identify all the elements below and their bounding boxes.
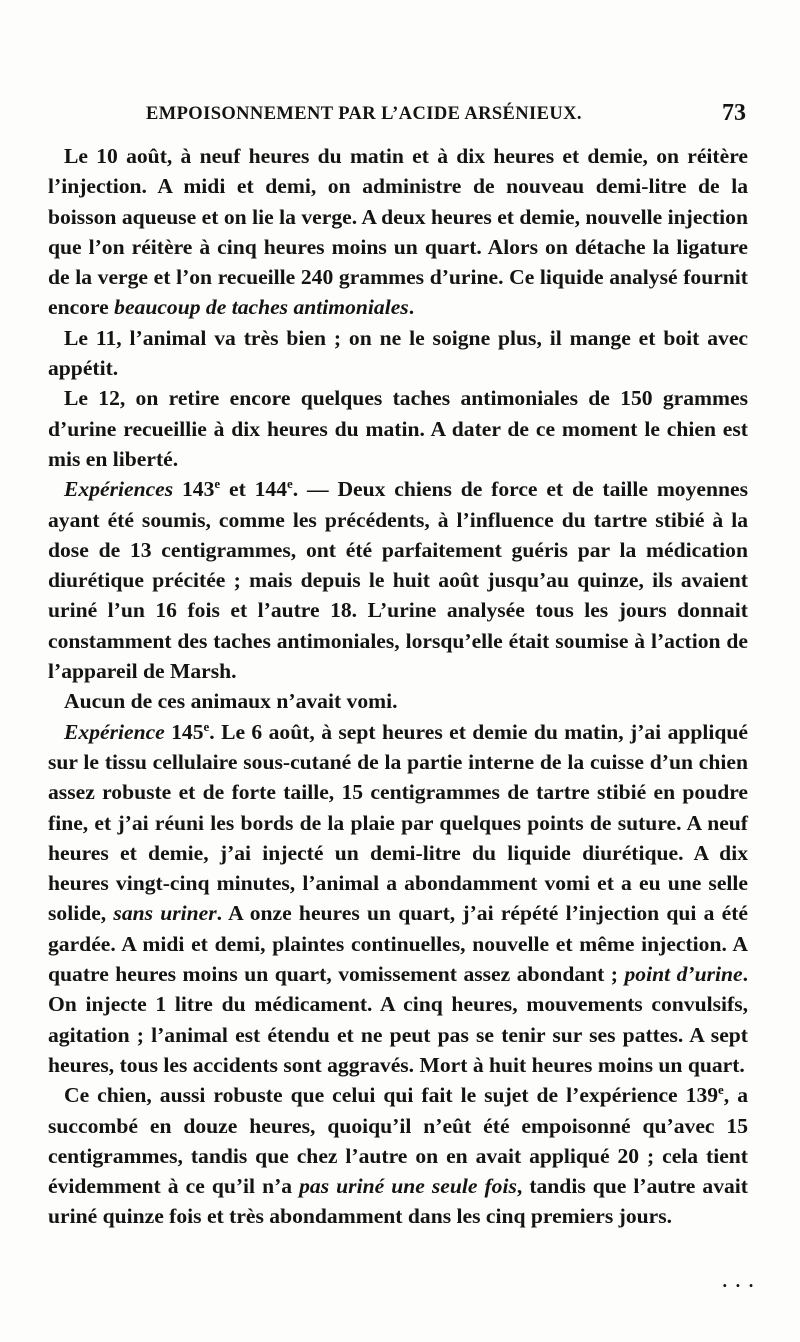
text-run: 145 [164, 719, 204, 744]
text-run: . — Deux chiens de force et de taille moyennes ayant été soumis, comme les précédents, à l’influence du tartre stibié à la dose de 13 centigrammes, ont été parfaitement guéris par la médication diurétique précitée ; mais depuis le huit août jusqu’au quinze, ils avaient uriné l’un 16 fois et l’autre 18. L’urine analysée tous les jours donnait constamment des taches antimoniales, lorsqu’elle était soumise à l’action de l’appareil de Marsh. [48, 477, 748, 684]
paragraph [48, 383, 748, 474]
paragraph [48, 1080, 748, 1231]
paragraph [48, 323, 748, 384]
print-mark: · · · [722, 1276, 755, 1295]
text-run: . [408, 295, 415, 320]
text-run: . On injecte 1 litre du médicament. A cinq heures, mouvements convulsifs, agitation ; l’animal est étendu et ne peut pas se tenir sur ses pattes. A sept heures, tous les accidents sont aggravés. Mort à huit heures moins un quart. [48, 962, 748, 1077]
italic-run: point d’urine [624, 962, 743, 987]
paragraph [48, 141, 748, 323]
italic-run: sans uriner [113, 901, 217, 926]
text-run: Le 12, on retire encore quelques taches antimoniales de 150 grammes d’urine recueillie à dix heures du matin. A dater de ce moment le chien est mis en liberté. [48, 386, 748, 471]
ordinal-superscript: e [287, 476, 293, 492]
text-run: Le 10 août, à neuf heures du matin et à dix heures et demie, on réitère l’injection. A midi et demi, on administre de nouveau demi-litre de la boisson aqueuse et on lie la verge. A deux heures et demie, nouvelle injection que l’on réitère à cinq heures moins un quart. Alors on détache la ligature de la verge et l’on recueille 240 grammes d’urine. Ce liquide analysé fournit encore [48, 144, 748, 320]
text-run: . Le 6 août, à sept heures et demie du matin, j’ai appliqué sur le tissu cellulaire sous-cutané de la partie interne de la cuisse d’un chien assez robuste et de forte taille, 15 centigrammes de tartre stibié en poudre fine, et j’ai réuni les bords de la plaie par quelques points de suture. A neuf heures et demie, j’ai injecté un demi-litre du liquide diurétique. A dix heures vingt-cinq minutes, l’animal a abondamment vomi et a eu une selle solide, [48, 719, 748, 926]
text-run: Le 11, l’animal va très bien ; on ne le soigne plus, il mange et boit avec appétit. [48, 325, 748, 381]
paragraph [48, 474, 748, 686]
italic-run: Expériences [64, 477, 174, 502]
text-run: , a succombé en douze heures, quoiqu’il n’eût été empoisonné qu’avec 15 centigrammes, tandis que chez l’autre on en avait appliqué 20 ; cela tient évidemment à ce qu’il n’a [48, 1083, 748, 1199]
body-text [48, 141, 748, 1232]
italic-run: beaucoup de taches antimoniales [114, 295, 409, 320]
paragraph [48, 717, 748, 1081]
ordinal-superscript: e [718, 1082, 724, 1098]
ordinal-superscript: e [203, 718, 210, 734]
ordinal-superscript: e [214, 476, 221, 492]
italic-run: pas uriné une seule fois [299, 1174, 517, 1199]
text-run: Aucun de ces animaux n’avait vomi. [64, 689, 398, 714]
text-run: 143 [173, 477, 215, 502]
paragraph [48, 686, 748, 716]
text-run: , tandis que l’autre avait uriné quinze fois et très abondamment dans les cinq premiers jours. [48, 1174, 748, 1229]
italic-run: Expérience [64, 719, 165, 744]
running-title: EMPOISONNEMENT PAR L’ACIDE ARSÉNIEUX. [146, 104, 582, 124]
page-header [56, 100, 746, 134]
text-run: . A onze heures un quart, j’ai répété l’injection qui a été gardée. A midi et demi, plaintes continuelles, nouvelle et même injection. A quatre heures moins un quart, vomissement assez abondant ; [48, 901, 748, 987]
text-run: Ce chien, aussi robuste que celui qui fait le sujet de l’expérience 139 [64, 1083, 719, 1108]
page-number: 73 [722, 100, 746, 126]
text-run: et 144 [220, 477, 288, 502]
